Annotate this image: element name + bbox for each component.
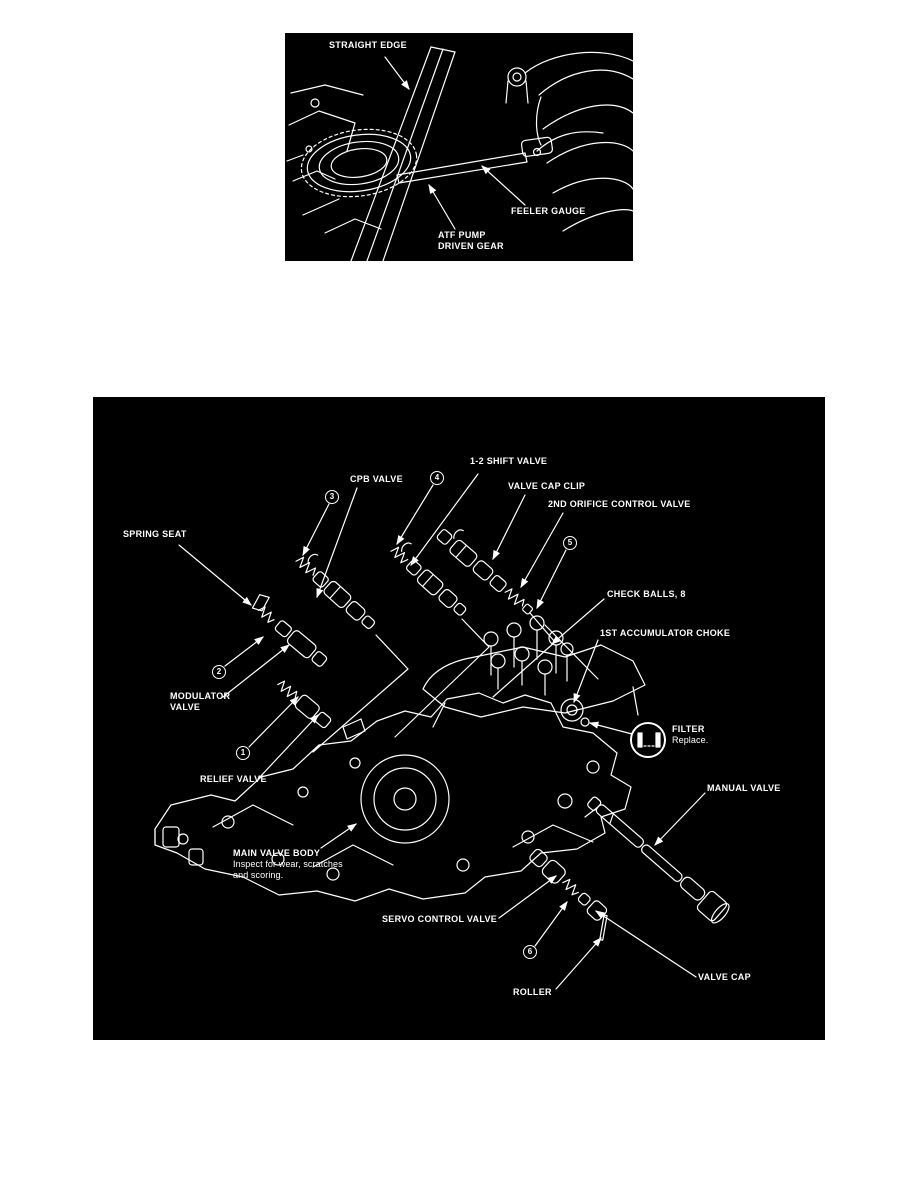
- label-valve-cap: VALVE CAP: [698, 972, 751, 982]
- label-filter-line2: Replace.: [672, 735, 709, 745]
- label-1-2-shift-valve: 1-2 SHIFT VALVE: [470, 456, 548, 466]
- label-modulator-line1: MODULATOR: [170, 691, 231, 701]
- valve-train-2nd-orifice: [435, 520, 542, 618]
- label-modulator-line2: VALVE: [170, 702, 201, 712]
- label-atf-pump-line2: DRIVEN GEAR: [438, 241, 504, 251]
- label-roller: ROLLER: [513, 987, 552, 997]
- leader-lines: [385, 57, 525, 229]
- label-main-valve-body-title: MAIN VALVE BODY: [233, 848, 321, 858]
- callout-6: 6: [523, 945, 537, 959]
- callout-5: 5: [563, 536, 577, 550]
- callout-1: 1: [236, 746, 250, 760]
- filter-magnifier-drawing: [631, 723, 665, 757]
- main-valve-body-drawing: [155, 693, 631, 901]
- label-modulator-valve: [170, 691, 230, 713]
- straight-edge-drawing: [351, 47, 455, 261]
- valve-body-illustration: [93, 397, 825, 1040]
- label-atf-pump-line1: ATF PUMP: [438, 230, 486, 240]
- label-2nd-orifice-control-valve: 2ND ORIFICE CONTROL VALVE: [548, 499, 691, 509]
- manual-valve-drawing: [583, 791, 732, 925]
- label-straight-edge: STRAIGHT EDGE: [329, 40, 407, 50]
- feeler-gauge-drawing: [397, 137, 553, 183]
- valve-train-relief: [274, 677, 333, 730]
- label-check-balls: CHECK BALLS, 8: [607, 589, 686, 599]
- label-main-valve-body-note1: Inspect for wear, scratches: [233, 859, 343, 869]
- leader-lines: [179, 474, 705, 989]
- label-spring-seat: SPRING SEAT: [123, 529, 187, 539]
- callout-3: 3: [325, 490, 339, 504]
- label-valve-cap-clip: VALVE CAP CLIP: [508, 481, 586, 491]
- label-main-valve-body: [233, 848, 343, 881]
- label-relief-valve: RELIEF VALVE: [200, 774, 267, 784]
- label-filter: [672, 724, 708, 746]
- label-1st-accumulator-choke: 1ST ACCUMULATOR CHOKE: [600, 628, 731, 638]
- figure-valve-body-exploded: [93, 397, 825, 1040]
- valve-train-shift: [388, 537, 475, 618]
- figure-atf-pump-clearance: [285, 33, 633, 261]
- label-cpb-valve: CPB VALVE: [350, 474, 403, 484]
- hand-drawing: [525, 52, 633, 231]
- label-main-valve-body-note2: and scoring.: [233, 870, 284, 880]
- atf-pump-illustration: [285, 33, 633, 261]
- label-filter-line1: FILTER: [672, 724, 705, 734]
- callout-2: 2: [212, 665, 226, 679]
- label-atf-pump-driven-gear: [438, 230, 504, 252]
- construction-lines: [313, 613, 598, 817]
- label-manual-valve: MANUAL VALVE: [707, 783, 781, 793]
- valve-train-cpb: [293, 547, 383, 632]
- label-feeler-gauge: FEELER GAUGE: [511, 206, 586, 216]
- callout-4: 4: [430, 471, 444, 485]
- label-servo-control-valve: SERVO CONTROL VALVE: [382, 914, 498, 924]
- valve-train-modulator: [248, 592, 334, 669]
